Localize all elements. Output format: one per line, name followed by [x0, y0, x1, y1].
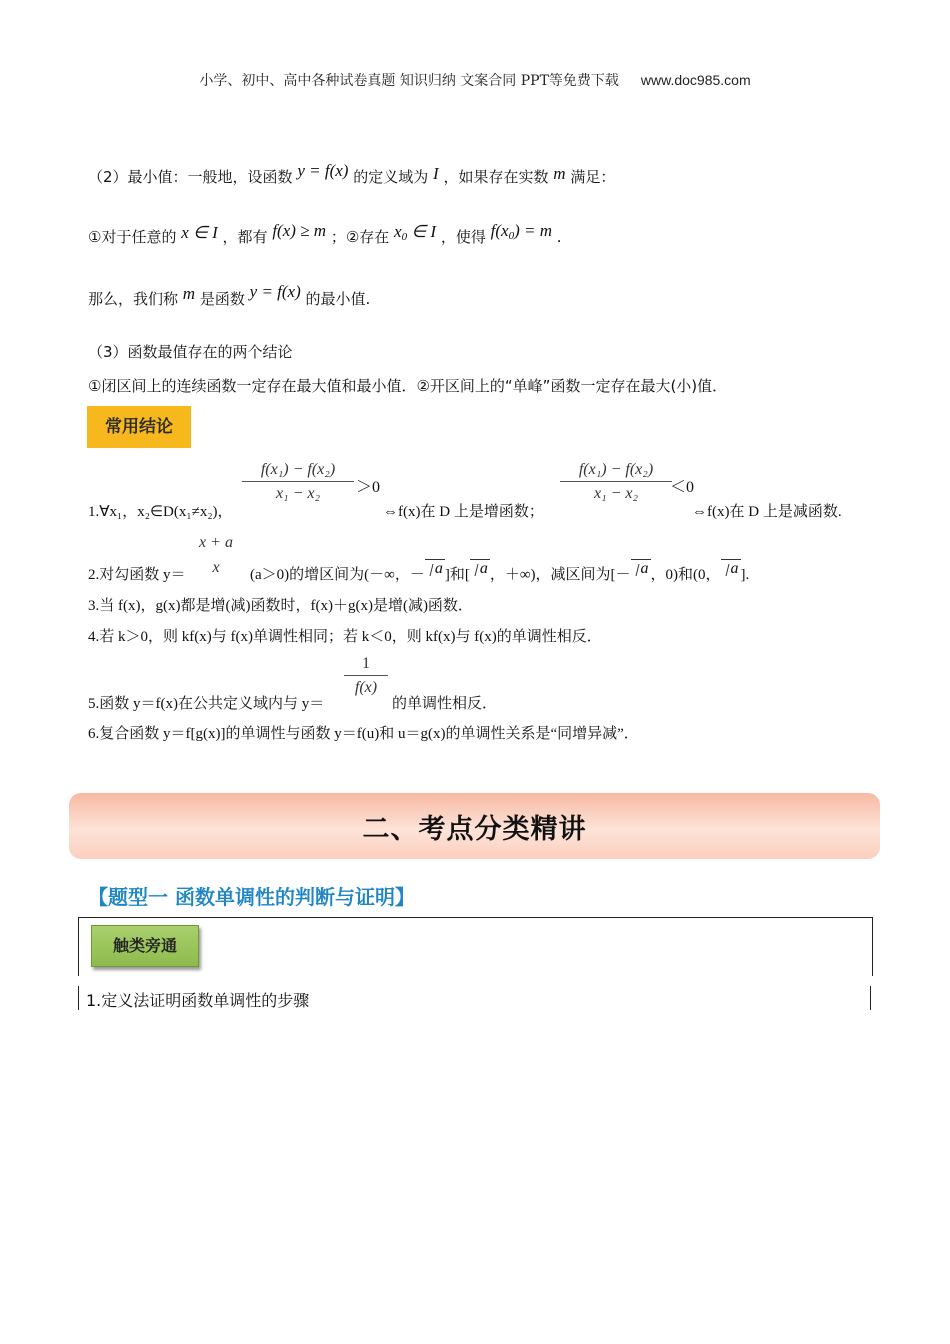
formula: m — [553, 164, 566, 183]
touch-similar-badge: 触类旁通 — [91, 925, 199, 967]
item4: 4.若 k＞0，则 kf(x)与 f(x)单调性相同；若 k＜0，则 kf(x)与 f(x)的单调性相反． — [88, 629, 602, 645]
item2-line-b — [250, 560, 750, 584]
text: ，0)和(0， — [650, 567, 721, 583]
text: 的定义域为 — [353, 168, 429, 186]
conclusions-text: ①闭区间上的连续函数一定存在最大值和最小值．②开区间上的“单峰”函数一定存在最大(小)值． — [88, 377, 728, 395]
denominator: x — [212, 559, 220, 576]
text: 1.∀x₁，x₂∈D(x₁≠x₂)， — [88, 504, 233, 520]
item2-line-a: 2.对勾函数 y＝ — [88, 567, 186, 583]
numerator: f(x₁) − f(x₂) — [242, 461, 354, 482]
section-banner — [69, 793, 880, 859]
sqrt-a: a — [470, 559, 490, 578]
item1-fraction-right — [560, 461, 672, 503]
item1-gt: ＞0 — [356, 479, 381, 496]
item2-fraction — [194, 534, 238, 577]
header-text: 小学、初中、高中各种试卷真题 知识归纳 文案合同 PPT等免费下载 — [199, 73, 619, 89]
item1-fraction-left — [242, 461, 354, 503]
text: 那么，我们称 — [88, 290, 179, 308]
text: ]和[ — [444, 567, 470, 583]
item5-b: 的单调性相反． — [392, 696, 498, 712]
formula: ) = m — [514, 221, 553, 240]
text: ，使得 — [440, 228, 486, 246]
formula: I — [433, 164, 439, 183]
item6: 6.复合函数 y＝f[g(x)]的单调性与函数 y＝f(u)和 u＝g(x)的单调性关系是“同增异减”． — [88, 726, 639, 742]
formula: y = f(x) — [249, 282, 301, 301]
min-value-line-3 — [88, 282, 371, 309]
sqrt-a: a — [631, 559, 651, 578]
text: . — [556, 228, 562, 246]
item1-line — [88, 500, 233, 521]
formula: y = f(x) — [297, 161, 349, 180]
denominator: x₁ − x₂ — [275, 485, 321, 502]
text: ，＋∞)，减区间为[－ — [489, 567, 631, 583]
text: ]. — [740, 567, 750, 583]
conclusions-title: （3）函数最值存在的两个结论 — [88, 343, 293, 361]
text: 是函数 — [199, 290, 245, 308]
min-value-line-1 — [88, 161, 616, 187]
text: （2）最小值：一般地，设函数 — [88, 168, 293, 186]
formula: ∈ I — [407, 222, 437, 241]
text: 满足： — [570, 168, 616, 186]
formula: f(x — [490, 221, 509, 240]
header-url: www.doc985.com — [640, 72, 751, 88]
item5-a: 5.函数 y＝f(x)在公共定义域内与 y＝ — [88, 696, 325, 712]
text: 的最小值. — [305, 290, 371, 308]
formula: m — [182, 284, 196, 303]
text: ，都有 — [222, 228, 268, 246]
denominator: f(x) — [354, 679, 378, 696]
page-header — [0, 70, 950, 90]
item3: 3.当 f(x)，g(x)都是增(减)函数时，f(x)＋g(x)是增(减)函数． — [88, 598, 473, 614]
section-title: 二、考点分类精讲 — [362, 814, 587, 845]
formula: x — [394, 222, 402, 241]
numerator: 1 — [344, 655, 388, 676]
item1-lt: ＜0 — [670, 479, 695, 496]
formula: x ∈ I — [181, 223, 218, 242]
topic-title: 【题型一 函数单调性的判断与证明】 — [88, 885, 415, 909]
sqrt-a: a — [721, 559, 741, 578]
numerator: f(x₁) − f(x₂) — [560, 461, 672, 482]
text: (a＞0)的增区间为(－∞，－ — [250, 567, 425, 583]
box-right-edge — [870, 986, 871, 1010]
text: ①对于任意的 — [88, 228, 177, 246]
item1-decreasing: ⇔f(x)在 D 上是减函数. — [692, 504, 842, 520]
min-value-line-2 — [88, 221, 562, 248]
step-line: 1.定义法证明函数单调性的步骤 — [86, 991, 310, 1010]
formula: f(x) ≥ m — [272, 221, 327, 240]
item5-fraction — [344, 655, 388, 697]
item1-increasing: ⇔f(x)在 D 上是增函数； — [383, 504, 544, 520]
denominator: x₁ − x₂ — [593, 485, 639, 502]
text: ，如果存在实数 — [443, 168, 549, 186]
box-left-edge — [78, 986, 79, 1010]
common-conclusions-badge: 常用结论 — [87, 406, 191, 448]
subscript: 0 — [401, 231, 408, 243]
numerator: x + a — [199, 534, 233, 551]
sqrt-a: a — [425, 559, 445, 578]
text: ；②存在 — [330, 228, 390, 246]
subscript: 0 — [508, 230, 515, 242]
